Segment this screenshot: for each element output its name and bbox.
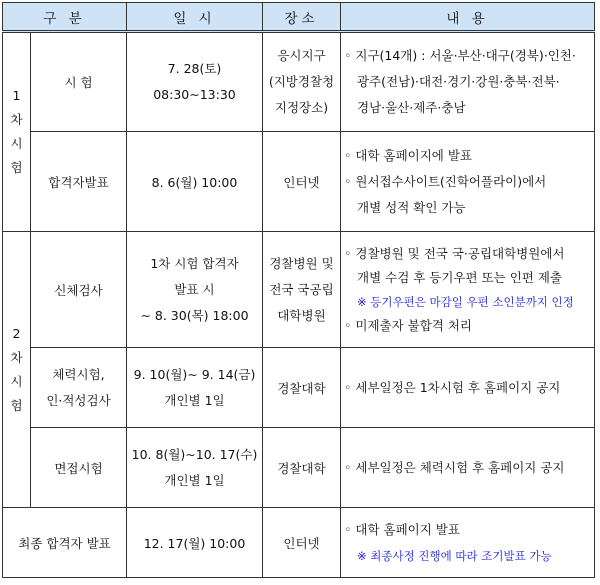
interview-name: 면접시험 [31, 428, 127, 508]
header-datetime: 일 시 [127, 3, 263, 32]
header-content: 내 용 [341, 3, 595, 32]
final-note: ※ 최종사정 진행에 따라 조기발표 가능 [357, 548, 552, 563]
pass-datetime: 8. 6(월) 10:00 [127, 132, 263, 232]
pass-place: 인터넷 [263, 132, 341, 232]
interview-content: ◦ 세부일정은 체력시험 후 홈페이지 공지 [341, 428, 595, 508]
exam-place: 응시지구 (지방경찰청 지정장소) [263, 32, 341, 132]
fitness-name: 체력시험, 인·적성검사 [31, 348, 127, 428]
schedule-table [2, 2, 595, 578]
physical-note: ※ 등기우편은 마감일 우편 소인분까지 인정 [357, 294, 574, 309]
row-phase2-physical [3, 232, 595, 348]
physical-datetime: 1차 시험 합격자 발표 시 ∼ 8. 30(목) 18:00 [127, 232, 263, 348]
row-final [3, 508, 595, 578]
header-row [3, 3, 595, 32]
physical-place: 경찰병원 및 전국 국공립 대학병원 [263, 232, 341, 348]
final-content: ◦ 대학 홈페이지 발표 ※ 최종사정 진행에 따라 조기발표 가능 [341, 508, 595, 578]
row-phase2-fitness [3, 348, 595, 428]
final-place: 인터넷 [263, 508, 341, 578]
header-category: 구 분 [3, 3, 127, 32]
physical-content: ◦ 경찰병원 및 전국 국·공립대학병원에서 개별 수검 후 등기우편 또는 인편 제출 ※ 등기우편은 마감일 우편 소인분까지 인정 ◦ 미제출자 불합격 처리 [341, 232, 595, 348]
interview-datetime: 10. 8(월)∼10. 17(수) 개인별 1일 [127, 428, 263, 508]
physical-name: 신체검사 [31, 232, 127, 348]
exam-datetime: 7. 28(토) 08:30∼13:30 [127, 32, 263, 132]
fitness-content: ◦ 세부일정은 1차시험 후 홈페이지 공지 [341, 348, 595, 428]
row-phase2-interview [3, 428, 595, 508]
fitness-datetime: 9. 10(월)∼ 9. 14(금) 개인별 1일 [127, 348, 263, 428]
interview-place: 경찰대학 [263, 428, 341, 508]
fitness-place: 경찰대학 [263, 348, 341, 428]
header-place: 장소 [263, 3, 341, 32]
final-name: 최종 합격자 발표 [3, 508, 127, 578]
final-datetime: 12. 17(월) 10:00 [127, 508, 263, 578]
pass-content: ◦ 대학 홈페이지에 발표 ◦ 원서접수사이트(진학어플라이)에서 개별 성적 확인 가능 [341, 132, 595, 232]
row-phase1-pass [3, 132, 595, 232]
pass-name: 합격자발표 [31, 132, 127, 232]
phase1-label: 1 차 시 험 [3, 32, 31, 232]
phase2-label: 2 차 시 험 [3, 232, 31, 508]
schedule-table-wrapper [2, 2, 598, 578]
exam-name: 시 험 [31, 32, 127, 132]
row-phase1-exam [3, 32, 595, 132]
exam-content: ◦ 지구(14개) : 서울·부산·대구(경북)·인천· 광주(전남)·대전·경기·강원·충북·전북· 경남·울산·제주·충남 [341, 32, 595, 132]
